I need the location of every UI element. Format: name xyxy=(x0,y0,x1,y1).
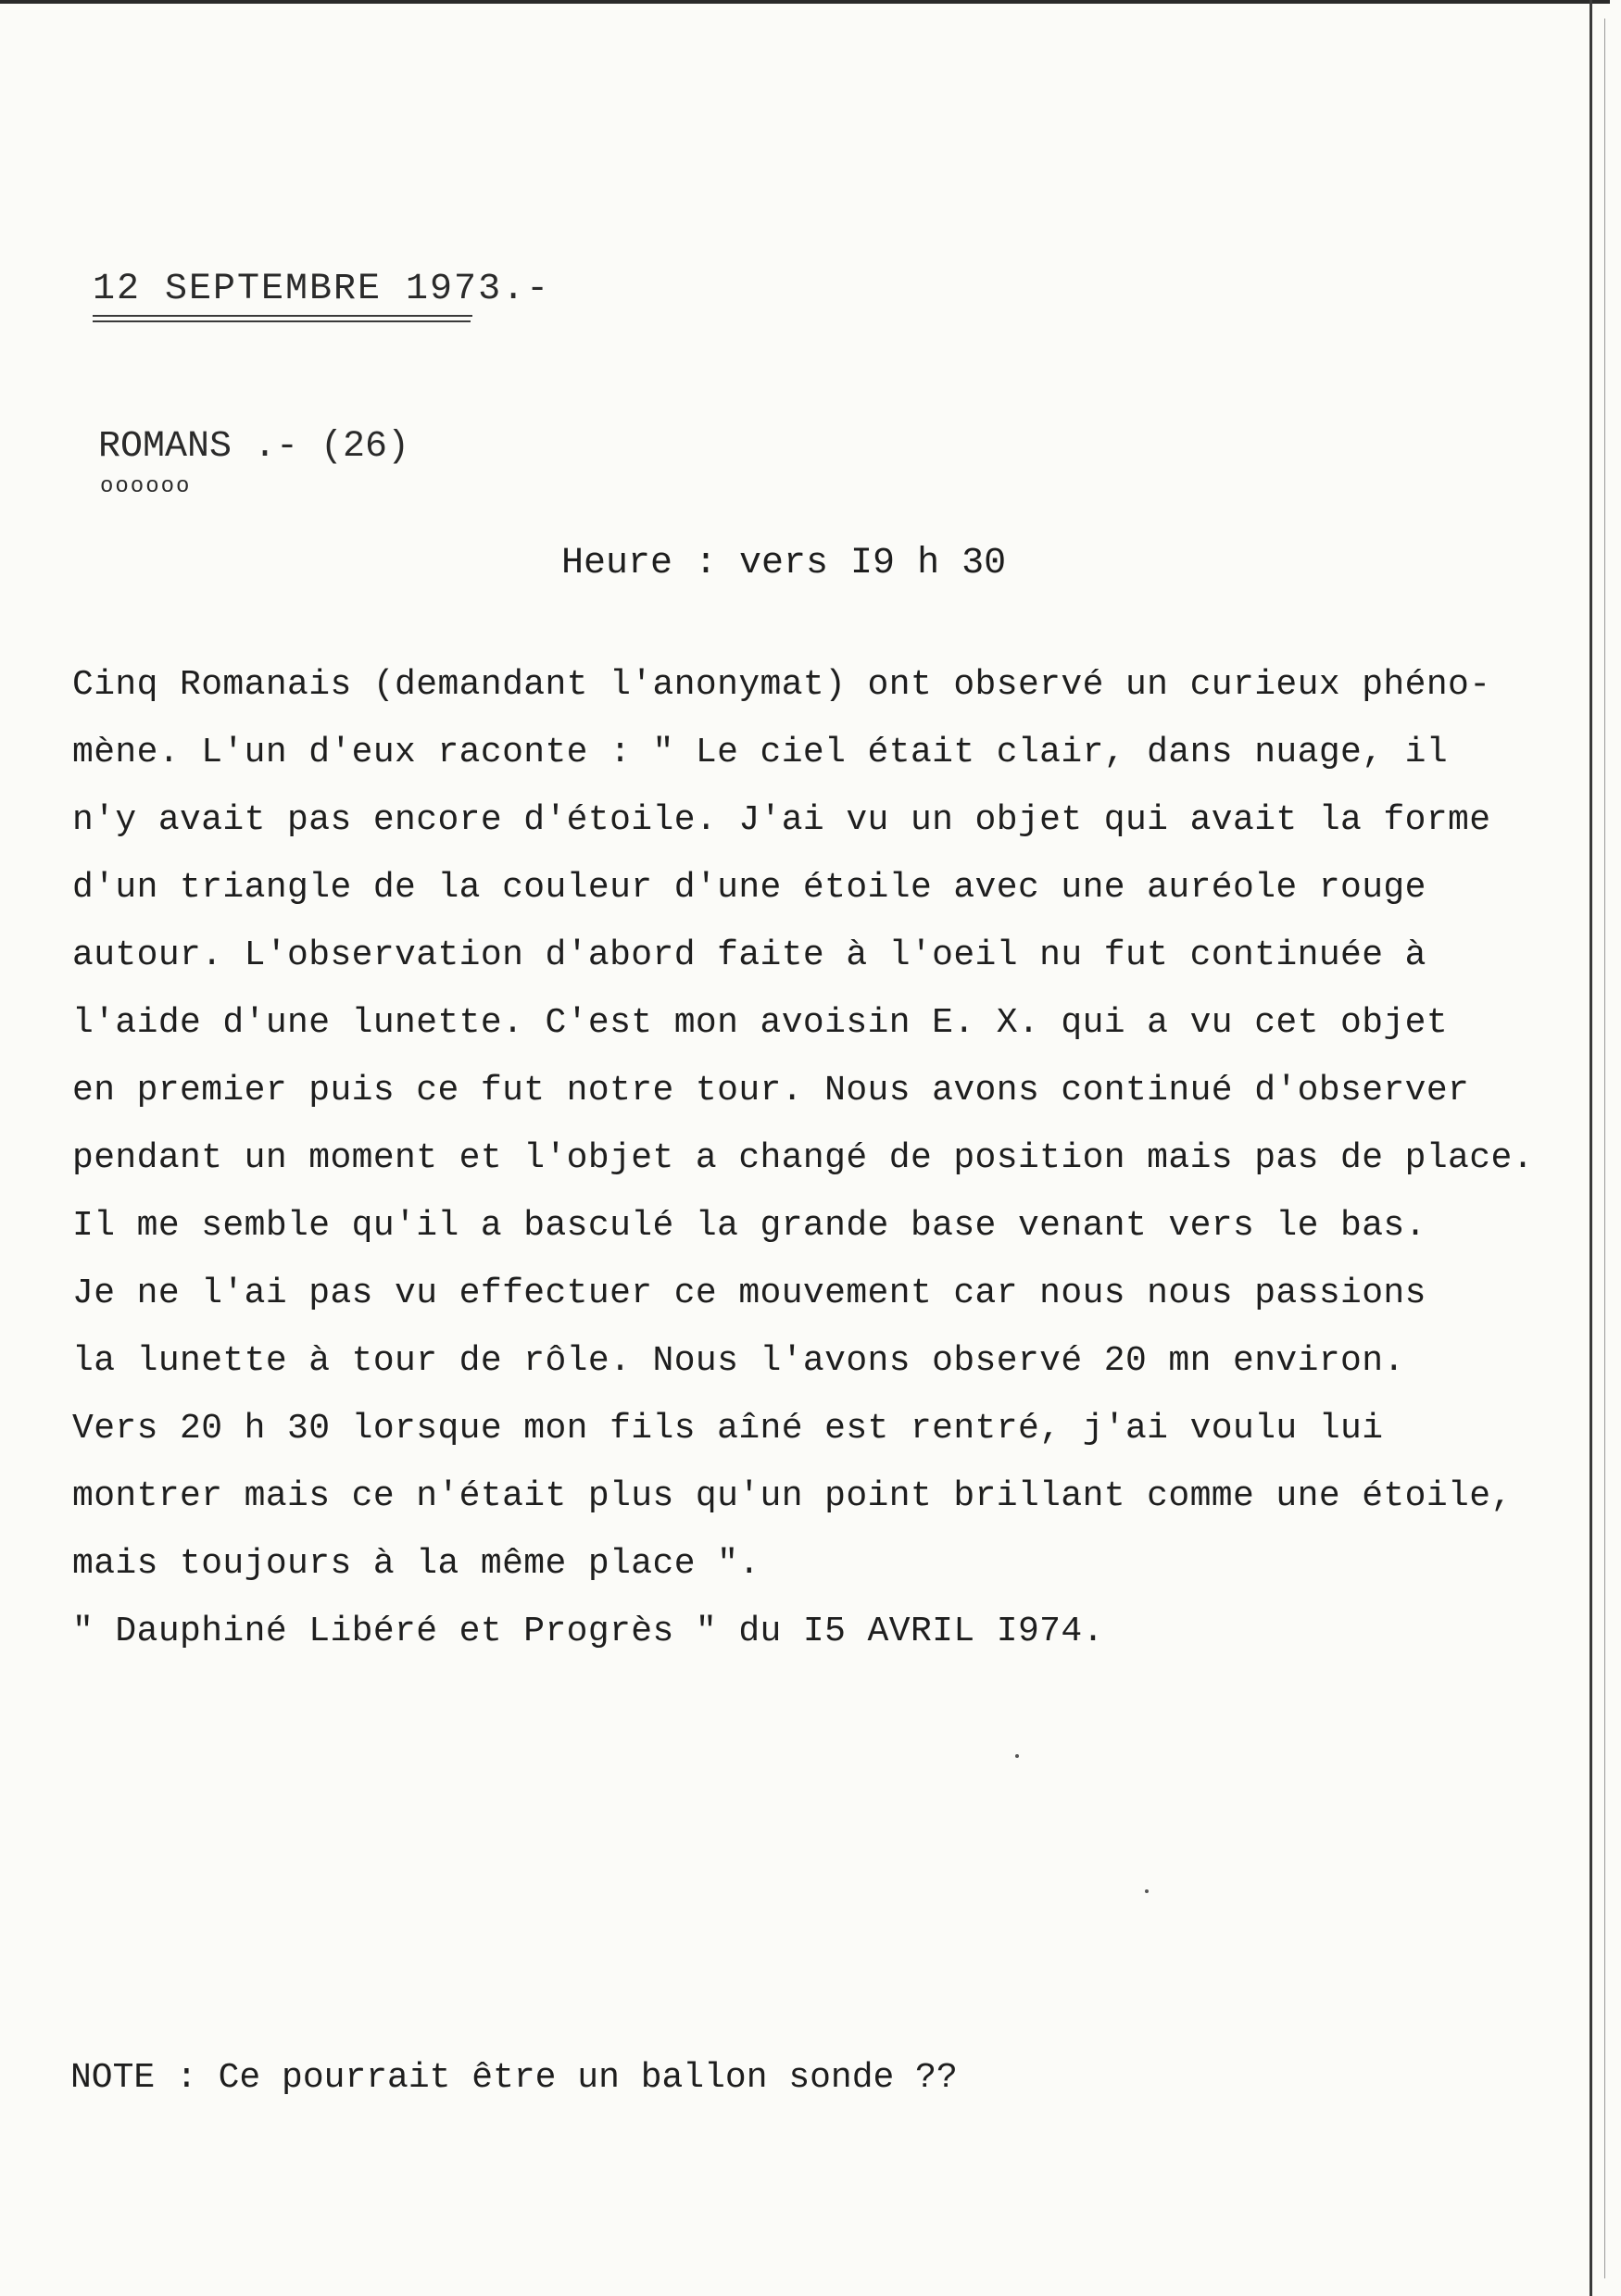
body-line: pendant un moment et l'objet a changé de position mais pas de place. xyxy=(72,1138,1534,1178)
right-margin-line xyxy=(1590,0,1592,2296)
body-line: Il me semble qu'il a basculé la grande base venant vers le bas. xyxy=(72,1206,1426,1246)
note-line: NOTE : Ce pourrait être un ballon sonde ?? xyxy=(70,2058,958,2098)
testimony-body xyxy=(72,651,1582,1665)
body-line: Vers 20 h 30 lorsque mon fils aîné est rentré, j'ai voulu lui xyxy=(72,1409,1384,1449)
body-line: mène. L'un d'eux raconte : " Le ciel était clair, dans nuage, il xyxy=(72,733,1449,772)
observation-hour: Heure : vers I9 h 30 xyxy=(561,543,1007,584)
body-line: la lunette à tour de rôle. Nous l'avons observé 20 mn environ. xyxy=(72,1341,1405,1381)
body-line: l'aide d'une lunette. C'est mon avoisin E. X. qui a vu cet objet xyxy=(72,1003,1449,1043)
body-line: en premier puis ce fut notre tour. Nous avons continué d'observer xyxy=(72,1071,1470,1110)
place-ornament: oooooo xyxy=(100,474,192,499)
body-line: d'un triangle de la couleur d'une étoile avec une auréole rouge xyxy=(72,868,1426,908)
body-line: Cinq Romanais (demandant l'anonymat) ont observé un curieux phéno- xyxy=(72,665,1491,705)
body-line: Je ne l'ai pas vu effectuer ce mouvement car nous nous passions xyxy=(72,1273,1426,1313)
body-line: autour. L'observation d'abord faite à l'oeil nu fut continuée à xyxy=(72,935,1426,975)
place-heading: ROMANS .- (26) xyxy=(98,426,410,468)
ink-speck xyxy=(1015,1754,1019,1758)
body-line: n'y avait pas encore d'étoile. J'ai vu un objet qui avait la forme xyxy=(72,800,1491,840)
body-line: montrer mais ce n'était plus qu'un point brillant comme une étoile, xyxy=(72,1476,1513,1516)
right-margin-shadow-line xyxy=(1604,19,1605,2278)
top-border-line xyxy=(0,0,1610,4)
ink-speck xyxy=(1145,1889,1149,1893)
date-heading: 12 SEPTEMBRE 1973.- xyxy=(93,269,551,310)
source-citation: " Dauphiné Libéré et Progrès " du I5 AVRIL I974. xyxy=(72,1612,1104,1651)
date-underline xyxy=(93,315,472,317)
body-line: mais toujours à la même place ". xyxy=(72,1544,760,1584)
date-underline-double xyxy=(93,320,471,322)
